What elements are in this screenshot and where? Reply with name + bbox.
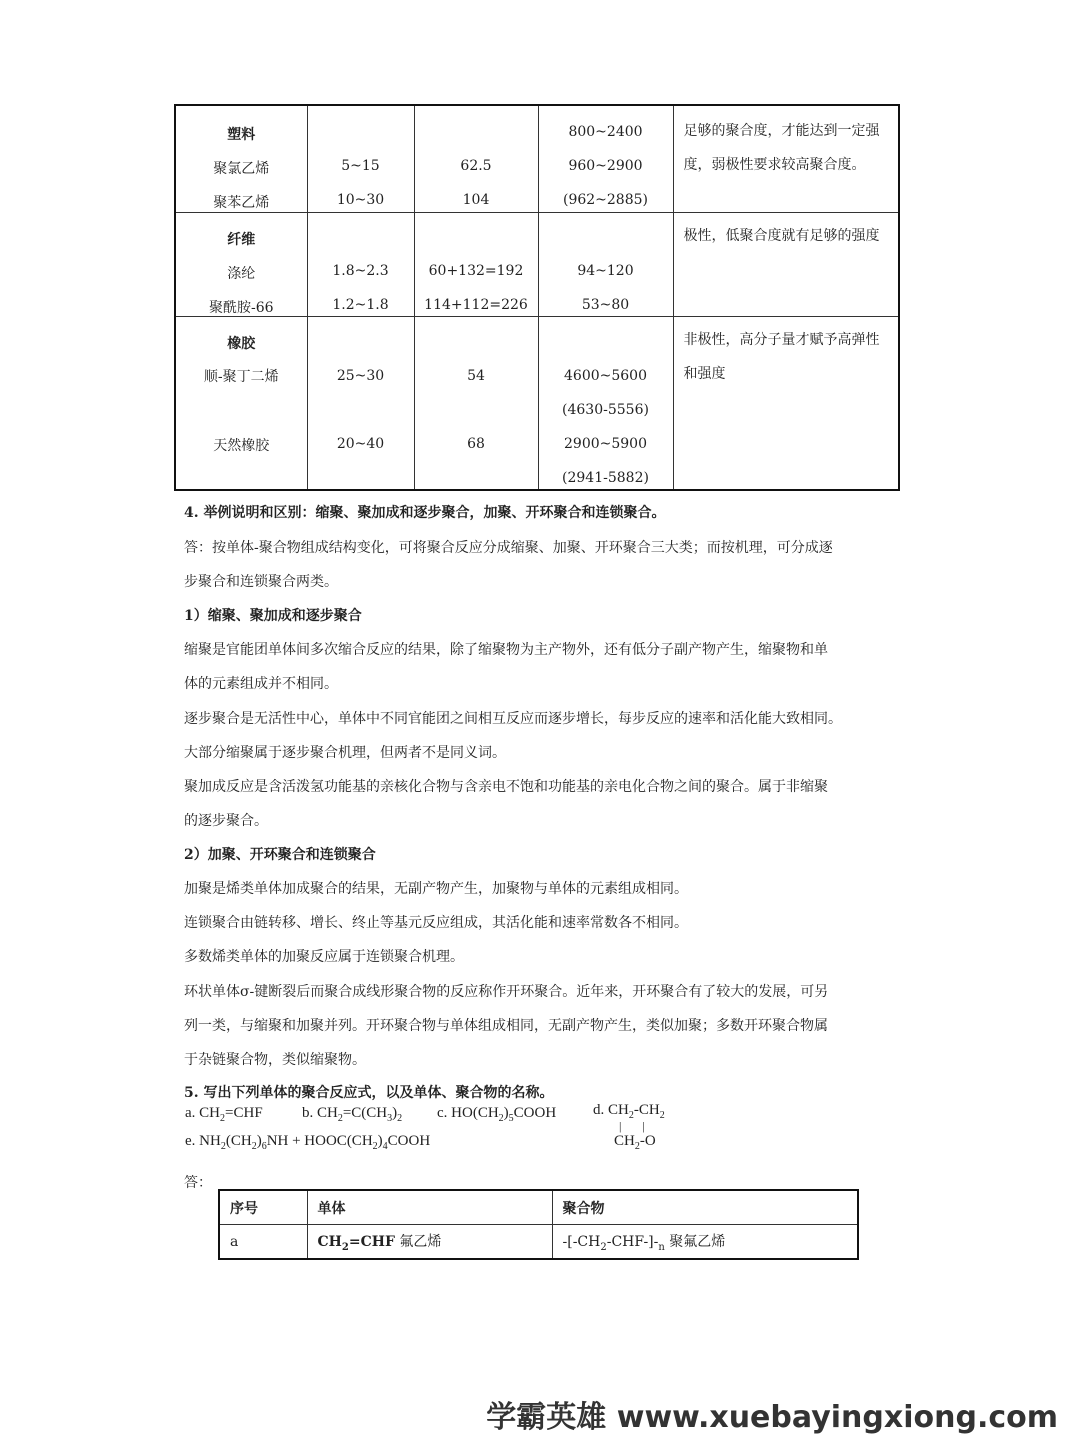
table-cell: 62.5	[460, 158, 492, 174]
monomer-d-ring: $CH_2-O$	[614, 1133, 656, 1152]
polymer-name: 顺-聚丁二烯	[203, 369, 279, 385]
bond-lines: | |	[619, 1119, 645, 1133]
table-cell: 5~15	[341, 158, 380, 174]
polymer-name: 涤纶	[227, 266, 256, 282]
section-heading: 2）加聚、开环聚合和连锁聚合	[184, 847, 376, 863]
monomer-e: e. $NH_2(CH_2)_6NH$ + $HOOC(CH_2)_4COOH$	[185, 1133, 431, 1152]
header-monomer: 单体	[307, 1190, 552, 1225]
table-cell: 10~30	[336, 192, 385, 208]
table-cell: (962~2885)	[562, 192, 648, 208]
question-5-title: 5. 写出下列单体的聚合反应式，以及单体、聚合物的名称。	[184, 1085, 554, 1101]
paragraph: 于杂链聚合物，类似缩聚物。	[184, 1052, 366, 1068]
plastics-name-cell	[176, 106, 307, 212]
table-cell: (2941-5882)	[562, 470, 649, 486]
paragraph: 连锁聚合由链转移、增长、终止等基元反应组成，其活化能和速率常数各不相同。	[184, 915, 688, 931]
polymer-name: 聚氯乙烯	[213, 161, 270, 177]
table-cell: 2900~5900	[564, 436, 647, 452]
monomer-c: c. $HO(CH_2)_5COOH$	[437, 1105, 557, 1124]
header-no: 序号	[219, 1190, 307, 1225]
monomer-b: b. $CH_2=C(CH_3)_2$	[302, 1105, 403, 1124]
group-title: 塑料	[227, 127, 256, 143]
table-cell: 60+132=192	[428, 263, 524, 279]
table-cell: 1.2~1.8	[332, 297, 389, 313]
paragraph: 体的元素组成并不相同。	[184, 676, 338, 692]
table-cell: 20~40	[336, 436, 385, 452]
answer-label: 答：	[184, 1175, 212, 1191]
table-cell: 104	[462, 192, 490, 208]
table-cell: 4600~5600	[564, 368, 647, 384]
header-polymer: 聚合物	[552, 1190, 858, 1225]
group-title: 纤维	[227, 232, 256, 248]
table-cell: (4630-5556)	[562, 402, 649, 418]
row-polymer: $-[-CH_2-CHF-]-_n$ 聚氟乙烯	[552, 1225, 858, 1260]
question-4-title: 4. 举例说明和区别：缩聚、聚加成和逐步聚合，加聚、开环聚合和连锁聚合。	[184, 505, 666, 521]
watermark: 学霸英雄 www.xuebayingxiong.com	[486, 1400, 1058, 1435]
table-cell: 800~2400	[568, 124, 643, 140]
polymer-property-table	[174, 104, 900, 491]
answer-table	[218, 1189, 859, 1260]
table-note: 极性，低聚合度就有足够的强度	[683, 228, 880, 244]
polymer-name: 天然橡胶	[213, 438, 270, 454]
row-no: a	[219, 1225, 307, 1260]
table-note: 足够的聚合度，才能达到一定强度，弱极性要求较高聚合度。	[683, 123, 880, 173]
table-cell: 53~80	[581, 297, 630, 313]
paragraph: 缩聚是官能团单体间多次缩合反应的结果，除了缩聚物为主产物外，还有低分子副产物产生，缩聚物和单	[184, 642, 828, 658]
paragraph: 大部分缩聚属于逐步聚合机理，但两者不是同义词。	[184, 745, 506, 761]
row-monomer: $CH_2=CHF$ 氟乙烯	[307, 1225, 552, 1260]
monomer-a: a. $CH_2=CHF$	[185, 1105, 263, 1124]
table-cell: 960~2900	[568, 158, 643, 174]
section-heading: 1）缩聚、聚加成和逐步聚合	[184, 608, 362, 624]
paragraph: 步聚合和连锁聚合两类。	[184, 574, 338, 590]
table-cell: 25~30	[336, 368, 385, 384]
paragraph: 逐步聚合是无活性中心，单体中不同官能团之间相互反应而逐步增长，每步反应的速率和活化能大致相同。	[184, 711, 842, 727]
paragraph: 环状单体σ-键断裂后而聚合成线形聚合物的反应称作开环聚合。近年来，开环聚合有了较大的发展，可另	[184, 984, 829, 1000]
paragraph: 的逐步聚合。	[184, 813, 268, 829]
paragraph: 多数烯类单体的加聚反应属于连锁聚合机理。	[184, 949, 464, 965]
table-cell: 1.8~2.3	[332, 263, 389, 279]
polymer-name: 聚酰胺-66	[208, 300, 274, 316]
table-cell: 54	[467, 368, 485, 384]
paragraph: 加聚是烯类单体加成聚合的结果，无副产物产生，加聚物与单体的元素组成相同。	[184, 881, 688, 897]
monomer-d: d. $CH_2-CH_2$	[593, 1102, 665, 1121]
table-cell: 68	[467, 436, 485, 452]
table-cell: 94~120	[577, 263, 634, 279]
paragraph: 答：按单体-聚合物组成结构变化，可将聚合反应分成缩聚、加聚、开环聚合三大类；而按机理，可分成逐	[184, 540, 833, 556]
polymer-name: 聚苯乙烯	[213, 195, 270, 211]
table-cell: 114+112=226	[424, 297, 528, 313]
group-title: 橡胶	[227, 336, 256, 352]
paragraph: 聚加成反应是含活泼氢功能基的亲核化合物与含亲电不饱和功能基的亲电化合物之间的聚合。属于非缩聚	[184, 779, 828, 795]
paragraph: 列一类，与缩聚和加聚并列。开环聚合物与单体组成相同，无副产物产生，类似加聚；多数开环聚合物属	[184, 1018, 828, 1034]
table-note: 非极性，高分子量才赋予高弹性和强度	[683, 332, 880, 382]
